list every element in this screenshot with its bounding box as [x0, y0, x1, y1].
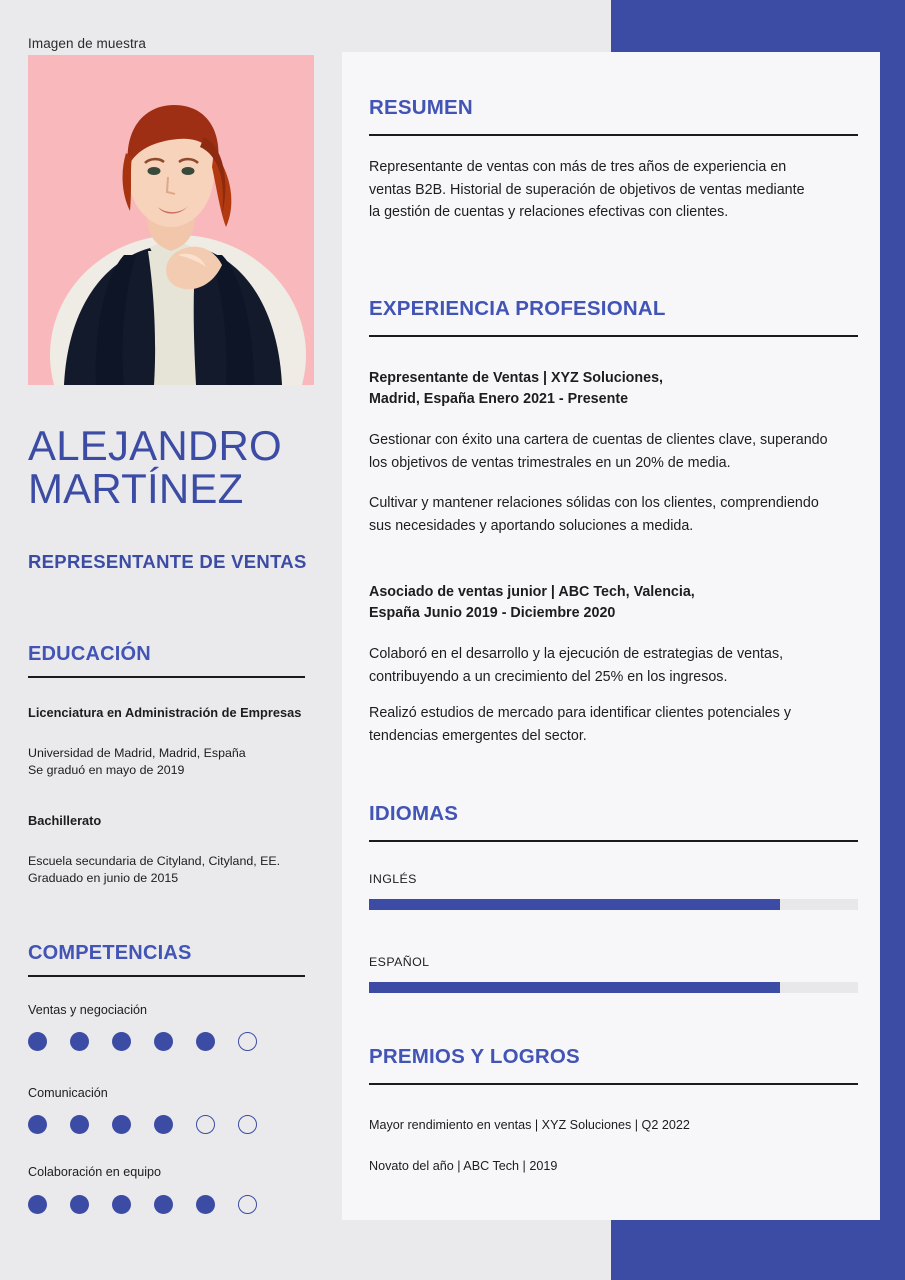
education-institution-1: Escuela secundaria de Cityland, Cityland, EE.: [28, 854, 281, 868]
experience-bullet-1-0: Colaboró en el desarrollo y la ejecución de estrategias de ventas, contribuyendo a un crecimiento del 25% en los ingresos.: [369, 646, 784, 685]
summary-heading: RESUMEN: [369, 96, 473, 119]
experience-bullet-1-1: Realizó estudios de mercado para identificar clientes potenciales y tendencias emergentes del sector.: [369, 705, 791, 744]
skill-dot-empty: [238, 1115, 257, 1134]
skill-rating-0: [28, 1032, 257, 1051]
education-degree-1: Bachillerato: [28, 813, 102, 828]
skill-dot-filled: [112, 1115, 131, 1134]
skill-label-0: Ventas y negociación: [28, 1003, 148, 1017]
language-bar-fill-1: [369, 982, 780, 993]
skill-dot-filled: [112, 1032, 131, 1051]
education-degree-0: Licenciatura en Administración de Empresas: [28, 705, 302, 720]
experience-header-0-line2: Madrid, España Enero 2021 - Presente: [369, 391, 629, 407]
experience-header-0-line1: Representante de Ventas | XYZ Soluciones,: [369, 370, 664, 386]
skill-dot-empty: [196, 1115, 215, 1134]
skill-dot-filled: [154, 1195, 173, 1214]
first-name: ALEJANDRO: [28, 422, 282, 469]
skill-label-1: Comunicación: [28, 1086, 108, 1100]
left-column: [0, 0, 342, 1280]
skill-dot-empty: [238, 1195, 257, 1214]
language-bar-fill-0: [369, 899, 780, 910]
skill-dot-filled: [154, 1032, 173, 1051]
last-name: MARTÍNEZ: [28, 465, 244, 512]
language-label-0: INGLÉS: [369, 872, 417, 886]
language-bar-0: [369, 899, 858, 910]
experience-bullet-0-0: Gestionar con éxito una cartera de cuentas de clientes clave, superando los objetivos de ventas trimestrales en un 20% de media.: [369, 432, 828, 471]
sample-image-label: Imagen de muestra: [28, 36, 147, 51]
skill-dot-filled: [154, 1115, 173, 1134]
skill-dot-filled: [28, 1032, 47, 1051]
language-label-1: ESPAÑOL: [369, 955, 430, 969]
awards-heading: PREMIOS Y LOGROS: [369, 1045, 580, 1068]
award-item-1: Novato del año | ABC Tech | 2019: [369, 1159, 558, 1173]
skill-dot-filled: [70, 1115, 89, 1134]
portrait-illustration: [28, 55, 314, 385]
education-heading: EDUCACIÓN: [28, 643, 151, 665]
languages-divider: [369, 840, 858, 842]
skill-rating-2: [28, 1195, 257, 1214]
language-bar-1: [369, 982, 858, 993]
award-item-0: Mayor rendimiento en ventas | XYZ Soluciones | Q2 2022: [369, 1118, 690, 1132]
summary-text: Representante de ventas con más de tres años de experiencia en ventas B2B. Historial de superación de objetivos de ventas mediante la gestión de cuentas y relaciones efectivas con clientes.: [369, 159, 805, 220]
awards-divider: [369, 1083, 858, 1085]
skill-dot-filled: [70, 1032, 89, 1051]
right-column: [342, 52, 880, 1220]
skill-dot-filled: [70, 1195, 89, 1214]
skill-dot-filled: [196, 1195, 215, 1214]
skill-dot-filled: [28, 1195, 47, 1214]
skill-rating-1: [28, 1115, 257, 1134]
profile-photo: [28, 55, 314, 385]
experience-header-1-line2: España Junio 2019 - Diciembre 2020: [369, 605, 616, 621]
skills-divider: [28, 975, 305, 977]
skills-heading: COMPETENCIAS: [28, 942, 192, 964]
skill-dot-filled: [28, 1115, 47, 1134]
profile-job-title: REPRESENTANTE DE VENTAS: [28, 551, 307, 572]
profile-name: [28, 424, 338, 510]
experience-divider: [369, 335, 858, 337]
experience-heading: EXPERIENCIA PROFESIONAL: [369, 297, 666, 320]
skill-label-2: Colaboración en equipo: [28, 1165, 162, 1179]
education-date-1: Graduado en junio de 2015: [28, 871, 179, 885]
education-date-0: Se graduó en mayo de 2019: [28, 763, 185, 777]
education-divider: [28, 676, 305, 678]
experience-header-1-line1: Asociado de ventas junior | ABC Tech, Valencia,: [369, 584, 695, 600]
skill-dot-empty: [238, 1032, 257, 1051]
skill-dot-filled: [112, 1195, 131, 1214]
skill-dot-filled: [196, 1032, 215, 1051]
education-institution-0: Universidad de Madrid, Madrid, España: [28, 746, 246, 760]
languages-heading: IDIOMAS: [369, 802, 459, 825]
experience-bullet-0-1: Cultivar y mantener relaciones sólidas con los clientes, comprendiendo sus necesidades y aportando soluciones a medida.: [369, 495, 819, 534]
summary-divider: [369, 134, 858, 136]
